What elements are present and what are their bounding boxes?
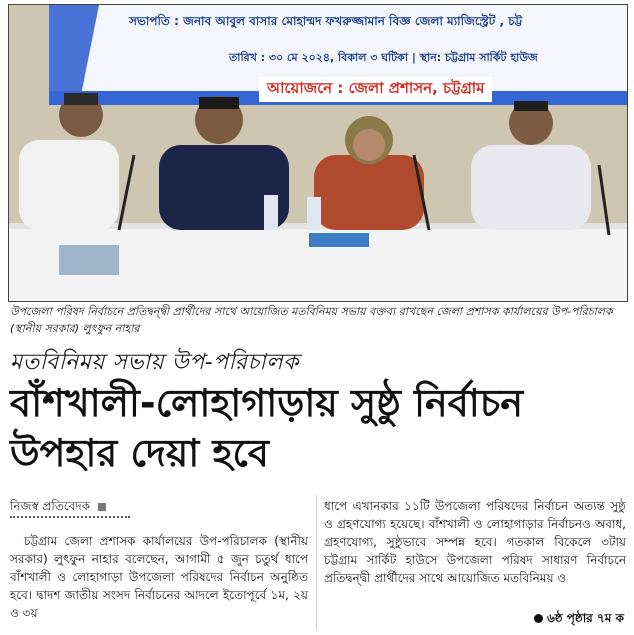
photo-caption: উপজেলা পরিষদ নির্বাচনে প্রতিদ্বন্দ্বী প্রার্থীদের সাথে আয়োজিত মতবিনিময় সভায় বক্তব্য রাখছেন জেলা প্রশাসক কার্যালয়ের উপ-পরিচালক (স্থানীয় সরকার) লুৎফুন নাহার	[10, 305, 613, 335]
banner-date-text: তারিখ : ৩০ মে ২০২৪, বিকাল ৩ ঘটিকা | স্থান: চট্টগ্রাম সার্কিট হাউজ	[229, 51, 538, 64]
byline-square-icon	[98, 503, 106, 511]
article-column-right: ধাপে এখানকার ১১টি উপজেলা পরিষদের নির্বাচন অত্যন্ত সুষ্ঠু ও গ্রহণযোগ্য হয়েছে। বাঁশখালী ও লোহাগাড়ার নির্বাচনও অবাধ, গ্রহণযোগ্য, সুষ্ঠুভাবে সম্পন্ন হবে। গতকাল বিকেলে ৩টায় চট্টগ্রাম সার্কিট হাউসে উপজেলা পরিষদ সাধারণ নির্বাচনে প্রতিদ্বন্দ্বী প্রার্থীদের সাথে আয়োজিত মতবিনিময় ও	[324, 499, 626, 585]
bullet-icon	[534, 614, 543, 623]
byline-text: নিজস্ব প্রতিবেদক	[10, 499, 91, 513]
banner-organizer-text: আয়োজনে : জেলা প্রশাসন, চট্টগ্রাম	[259, 77, 492, 102]
article-kicker: মতবিনিময় সভায় উপ-পরিচালক	[10, 350, 299, 375]
continuation-note	[534, 610, 624, 630]
article-byline	[10, 498, 106, 518]
banner-chair-text: সভাপতি : জনাব আবুল বাসার মোহাম্মদ ফখরুজ্জামান বিজ্ঞ জেলা ম্যাজিস্ট্রেট , চট্ট	[129, 14, 523, 28]
byline-divider	[10, 516, 130, 520]
article-headline: বাঁশখালী-লোহাগাড়ায় সুষ্ঠু নির্বাচন উপহার দেয়া হবে	[10, 381, 524, 475]
column-divider	[316, 495, 317, 630]
article-column-left: চট্টগ্রাম জেলা প্রশাসক কার্যালয়ের উপ-পরিচালক (স্থানীয় সরকার) লুৎফুন নাহার বলেছেন, আগামী ৫ জুন চতুর্থ ধাপে বাঁশখালী ও লোহাগাড়া উপজেলা পরিষদের নির্বাচন অনুষ্ঠিত হবে। দ্বাদশ জাতীয় সংসদ নির্বাচনের আদলে ইতোপূর্বে ১ম, ২য় ও ৩য়	[10, 534, 308, 620]
continuation-text: ৬ষ্ঠ পৃষ্ঠার ৭ম ক	[546, 611, 624, 625]
news-photo	[8, 4, 628, 302]
